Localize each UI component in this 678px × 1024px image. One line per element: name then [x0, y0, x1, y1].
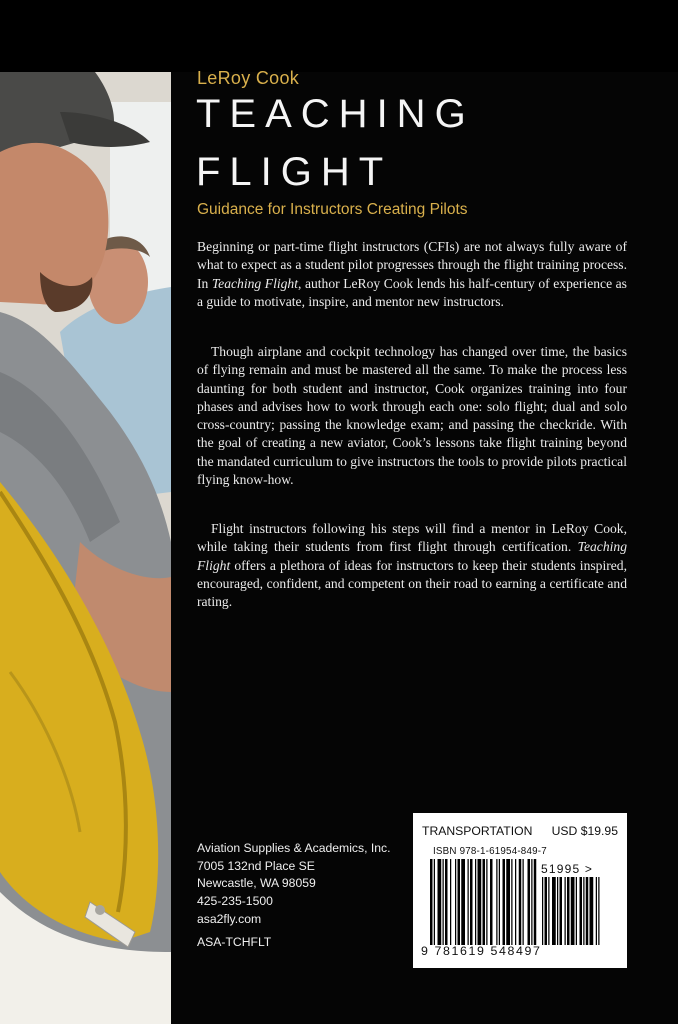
addon-barcode-bar: [565, 877, 566, 945]
book-title-line-2: FLIGHT: [196, 150, 393, 194]
publisher-city: Newcastle, WA 98059: [197, 876, 316, 891]
addon-barcode-bar: [542, 877, 543, 945]
publisher-name: Aviation Supplies & Academics, Inc.: [197, 841, 391, 855]
author-name: LeRoy Cook: [197, 68, 300, 88]
barcode-bar: [528, 859, 531, 945]
p1-text-b: , author LeRoy Cook lends his half-century of experience as a guide to motivate, inspire, and mentor new instructors.: [197, 275, 627, 309]
publisher-phone: 425-235-1500: [197, 894, 273, 909]
addon-barcode-bar: [586, 877, 589, 945]
description-paragraph-3: [197, 520, 627, 611]
addon-barcode-bar: [552, 877, 556, 945]
barcode-bar: [458, 859, 461, 945]
addon-barcode-bar: [580, 877, 583, 945]
addon-barcode-bar: [545, 877, 548, 945]
p3-book-title: Teaching Flight: [197, 539, 627, 573]
barcode-bar: [445, 859, 448, 945]
description-paragraph-1: [197, 238, 627, 311]
p3-text-b: offers a plethora of ideas for instructors to keep their students inspired, encouraged, confident, and competent on their road to earning a certificate and rating.: [197, 557, 627, 610]
p1-book-title: Teaching Flight: [211, 275, 298, 291]
product-sku: ASA-TCHFLT: [197, 935, 272, 949]
barcode-bar: [455, 859, 456, 945]
barcode-bar: [515, 859, 516, 945]
barcode-bar: [461, 859, 465, 945]
barcode-bar: [475, 859, 476, 945]
barcode-bar: [503, 859, 506, 945]
barcode-bar: [443, 859, 444, 945]
publisher-website: asa2fly.com: [197, 911, 262, 926]
barcode-bar: [486, 859, 487, 945]
price-addon-code: 51995 >: [541, 862, 594, 876]
publisher-street: 7005 132nd Place SE: [197, 858, 315, 873]
barcode-block: [413, 813, 627, 968]
barcode-bar: [478, 859, 482, 945]
barcode-bar: [499, 859, 500, 945]
addon-barcode-bar: [598, 877, 599, 945]
barcode-bar: [523, 859, 524, 945]
barcode-bar: [496, 859, 497, 945]
barcode-price: USD $19.95: [551, 824, 618, 838]
barcode-bar: [438, 859, 442, 945]
addon-barcode-bar: [583, 877, 584, 945]
barcode-bar: [450, 859, 451, 945]
isbn-text: ISBN 978-1-61954-849-7: [433, 846, 547, 857]
publisher-address: [197, 840, 391, 929]
addon-barcode-bar: [590, 877, 594, 945]
barcode-bar: [430, 859, 433, 945]
barcode-bar: [519, 859, 522, 945]
cover-photo-illustration: [0, 72, 171, 1024]
barcode-bar: [490, 859, 493, 945]
barcode-bar: [434, 859, 435, 945]
addon-barcode-bar: [567, 877, 570, 945]
description-paragraph-2: Though airplane and cockpit technology has changed over time, the basics of flying remain and must be mastered all the same. To make the process less daunting for both student and instructor, Cook organizes training into four phases and advises how to work through each one: solo flight; dual and solo cross-country; passing the knowledge exam; and passing the checkride. With the goal of creating a new aviator, Cook’s lessons take flight training beyond the mandated curriculum to give instructors the tools to provide pilots practical flying know-how.: [197, 344, 627, 488]
barcode-bar: [470, 859, 473, 945]
barcode-bar: [511, 859, 512, 945]
barcode-category: TRANSPORTATION: [422, 824, 533, 838]
addon-barcode-bar: [596, 877, 597, 945]
book-title-line-1: TEACHING: [196, 92, 475, 136]
p1-text-a: Beginning or part-time flight instructors (CFIs) are not always fully aware of what to expect as a student pilot progresses through the flight training process. In: [197, 239, 627, 291]
cover-photo: [0, 72, 171, 1024]
addon-barcode-bar: [560, 877, 563, 945]
barcode-digits: 9 781619 548497: [421, 944, 542, 958]
addon-barcode-bar: [571, 877, 575, 945]
book-subtitle: Guidance for Instructors Creating Pilots: [197, 201, 468, 218]
barcode-bar: [531, 859, 532, 945]
p3-text-a: Flight instructors following his steps will find a mentor in LeRoy Cook, while taking their students from first flight through certification.: [197, 521, 627, 555]
top-band: [0, 0, 678, 72]
barcode-bar: [534, 859, 537, 945]
barcode-bar: [483, 859, 486, 945]
barcode-bar: [506, 859, 510, 945]
addon-barcode-bar: [557, 877, 558, 945]
barcode-bar: [468, 859, 469, 945]
addon-barcode-bar: [576, 877, 577, 945]
addon-barcode-bar: [548, 877, 549, 945]
